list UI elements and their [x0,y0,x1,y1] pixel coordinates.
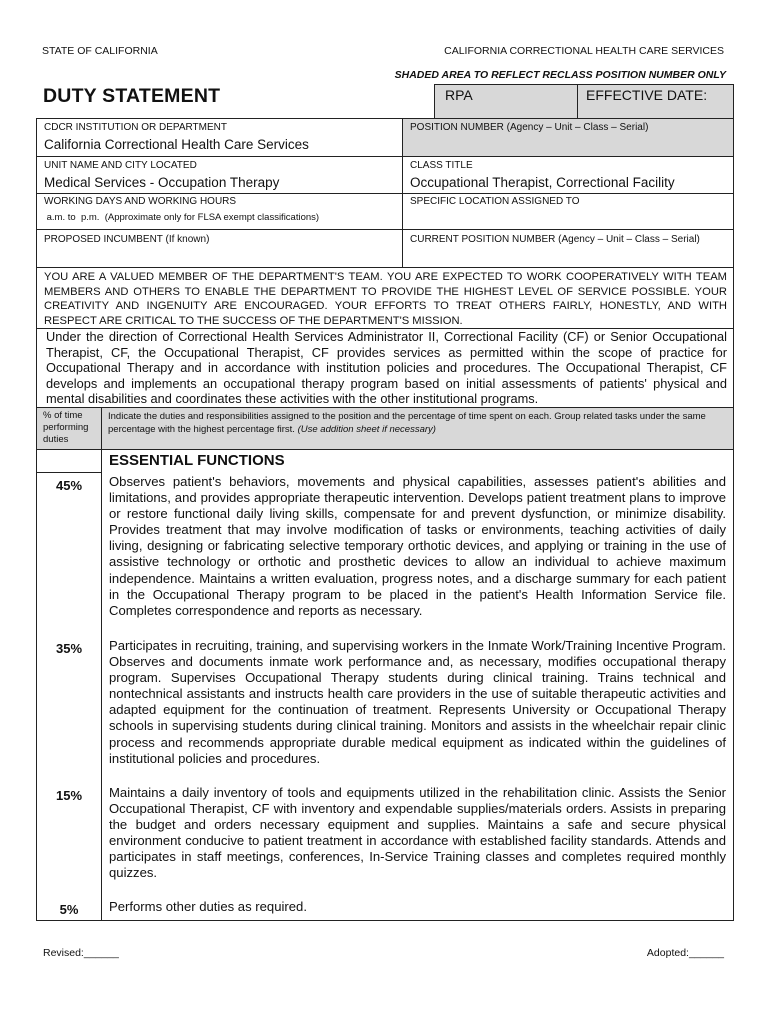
shaded-area-note: SHADED AREA TO REFLECT RECLASS POSITION NUMBER ONLY [394,69,726,81]
essential-functions-title: ESSENTIAL FUNCTIONS [109,452,285,469]
team-statement-box [36,267,734,329]
institution-label: CDCR INSTITUTION OR DEPARTMENT [44,122,227,133]
revised-field[interactable]: Revised:______ [43,947,119,959]
position-number-label: POSITION NUMBER (Agency – Unit – Class – Serial) [410,122,649,133]
specific-location-label: SPECIFIC LOCATION ASSIGNED TO [410,196,580,207]
adopted-field[interactable]: Adopted:______ [646,947,724,959]
pct-column-label: % of time performing duties [43,410,89,445]
class-title-value[interactable]: Occupational Therapist, Correctional Facility [410,175,675,190]
duty-description: Observes patient's behaviors, movements and physical capabilities, assesses patient's abilities and limitations, and provides appropriate therapeutic intervention. Develops patient treatment plans to improve or restore functional daily living skills, compensate for and prevent dysfunction, or minimize disability. Provides treatment that may involve modification of tasks or environments, teaching activities of daily living, designing or fabricating selective temporary orthotic devices, and applying or training in the use of assistive technology or orthotic and prosthetic devices to allow an individual to achieve maximum independence. Maintains a written evaluation, progress notes, and a discharge summary for each patient in the Occupational Therapy program to be placed in the patient's Health Information Service file. Completes correspondence and reports as necessary. [109,474,726,618]
duties-instructions-italic: (Use addition sheet if necessary) [297,423,436,435]
team-statement: YOU ARE A VALUED MEMBER OF THE DEPARTMENT'S TEAM. YOU ARE EXPECTED TO WORK COOPERATIVELY WITH TEAM MEMBERS AND OTHERS TO ENABLE THE DEPARTMENT TO PROVIDE THE HIGHEST LEVEL OF SERVICE POSSIBLE. YOUR CREATIVITY AND INGENUITY ARE ENCOURAGED. YOUR EFFORTS TO TREAT OTHERS FAIRLY, HONESTLY, AND WITH RESPECT ARE CRITICAL TO THE SUCCESS OF THE DEPARTMENT'S MISSION. [44,271,727,327]
effective-date-label: EFFECTIVE DATE: [586,87,708,103]
pct-column-rule [36,472,102,473]
institution-value[interactable]: California Correctional Health Care Services [44,137,309,152]
intro-box [36,328,734,408]
rpa-field[interactable] [434,84,578,119]
duty-description: Participates in recruiting, training, and supervising workers in the Inmate Work/Training Incentive Program. Observes and documents inmate work performance and, as necessary, modifies occupational therapy program. Supervises Occupational Therapy students during clinical training. Trains technical and nontechnical assistants and instructs health care providers in the use of suitable therapeutic activities and adapted equipment for the continuation of treatment. Represents University or Occupational Therapy schools in supervising students during clinical training. Monitors and assists in the wheelchair repair clinic process and recommends appropriate durable medical equipment as indicated within the guidelines of institutional policies and procedures. [109,638,726,766]
state-label: STATE OF CALIFORNIA [42,45,158,57]
intro-paragraph: Under the direction of Correctional Health Services Administrator II, Correctional Facility (CF) or Senior Occupational Therapist, CF, the Occupational Therapist, CF provides services as permitted within the scope of practice for Occupational Therapy and in accordance with institution policies and procedures. The Occupational Therapist, CF develops and implements an occupational therapy program based on initial assessments of patients' physical and mental disabilities and coordinates these activities with the other institutional programs. [46,329,727,407]
rpa-label: RPA [445,87,473,103]
incumbent-label: PROPOSED INCUMBENT (If known) [44,234,210,245]
unit-label: UNIT NAME AND CITY LOCATED [44,160,197,171]
grid-line [36,156,734,157]
duty-description: Performs other duties as required. [109,899,307,914]
agency-label: CALIFORNIA CORRECTIONAL HEALTH CARE SERVICES [444,45,724,57]
duty-description: Maintains a daily inventory of tools and equipments utilized in the rehabilitation clinic. Assists the Senior Occupational Therapist, CF with inventory and expendable supplies/materials orders. Assists in preparing the budget and orders necessary equipment and supplies. Maintains a safe and secure physical environment conducive to patient treatment in accordance with established facility standards. Attends and participates in staff meetings, conferences, In-Service Training classes and completes required monthly quizzes. [109,785,726,881]
grid-line [36,229,734,230]
grid-line [36,193,734,194]
class-title-label: CLASS TITLE [410,160,473,171]
duty-percent: 15% [55,788,83,803]
effective-date-field[interactable] [577,84,734,119]
duties-instructions [108,411,728,436]
working-days-label: WORKING DAYS AND WORKING HOURS [44,196,237,207]
duties-instructions-text: Indicate the duties and responsibilities assigned to the position and the percentage of time spent on each. Group related tasks under the same percentage with the highest percentage first. [108,411,706,435]
duty-percent: 45% [55,478,83,493]
document-title: DUTY STATEMENT [43,85,221,107]
current-position-label: CURRENT POSITION NUMBER (Agency – Unit – Class – Serial) [410,234,700,245]
duty-percent: 35% [55,641,83,656]
working-hours-note: a.m. to p.m. (Approximate only for FLSA exempt classifications) [44,212,320,223]
duty-percent: 5% [59,902,79,917]
unit-value[interactable]: Medical Services - Occupation Therapy [44,175,280,190]
